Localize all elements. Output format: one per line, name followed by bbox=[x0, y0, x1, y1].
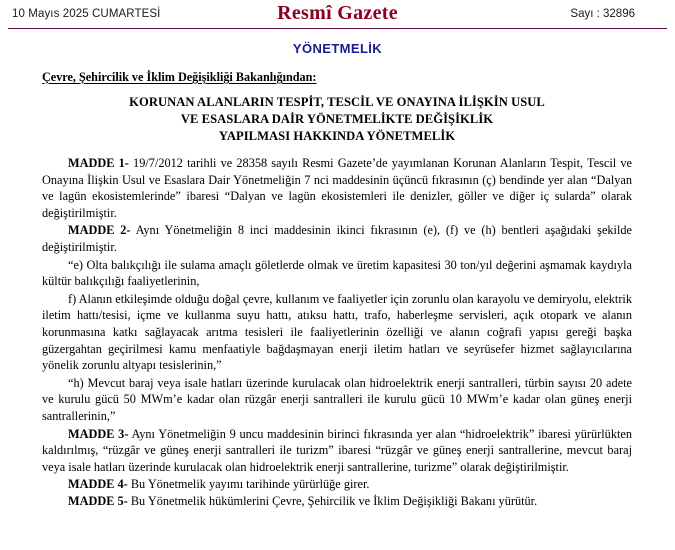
article-label: MADDE 2- bbox=[68, 223, 131, 238]
masthead-divider bbox=[8, 28, 667, 29]
article-label: MADDE 1- bbox=[68, 156, 129, 170]
publication-date: 10 Mayıs 2025 CUMARTESİ bbox=[12, 8, 161, 20]
article-text: Bu Yönetmelik hükümlerini Çevre, Şehircilik ve İklim Değişikliği Bakanı yürütür. bbox=[127, 493, 538, 508]
gazette-title: Resmî Gazete bbox=[277, 2, 398, 24]
article-madde-5 bbox=[42, 493, 632, 510]
regulation-title-line-2: VE ESASLARA DAİR YÖNETMELİKTE DEĞİŞİKLİK bbox=[180, 112, 494, 126]
article-text: Aynı Yönetmeliğin 9 uncu maddesinin birinci fıkrasında yer alan “hidroelektrik” ibaresi yürürlükten kaldırılmış, “rüzgâr ve güneş enerji santralleri ile turizm” ibaresi “rüzgâr ve güneş enerji santrallerine, mevcut baraj veya isale hatları üzerinde kurulacak olan hidroelektrik enerji santrallerine, turizme” olarak değiştirilmiştir. bbox=[42, 426, 632, 474]
regulation-title-line-1: KORUNAN ALANLARIN TESPİT, TESCİL VE ONAYINA İLİŞKİN USUL bbox=[129, 95, 545, 109]
article-label: MADDE 5- bbox=[68, 493, 128, 508]
issuing-authority: Çevre, Şehircilik ve İklim Değişikliği Bakanlığından: bbox=[42, 70, 317, 84]
clause-h: “h) Mevcut baraj veya isale hatları üzerinde kurulacak olan hidroelektrik enerji santralleri, türbin sayısı 20 adete ve kurulu gücü 50 MWm’e kadar olan rüzgâr enerji santralleri ile kurulu gücü 10 MWm’e kadar olan güneş enerji santrallerinin,” bbox=[42, 375, 632, 423]
article-label: MADDE 4- bbox=[68, 477, 128, 492]
article-madde-2 bbox=[42, 222, 632, 255]
issue-number: Sayı : 32896 bbox=[570, 8, 635, 20]
article-label: MADDE 3- bbox=[68, 426, 129, 441]
article-madde-4 bbox=[42, 476, 632, 493]
article-text: Bu Yönetmelik yayımı tarihinde yürürlüğe girer. bbox=[127, 477, 370, 492]
article-text: Aynı Yönetmeliğin 8 inci maddesinin ikinci fıkrasının (e), (f) ve (h) bentleri aşağıdaki şekilde değiştirilmiştir. bbox=[42, 223, 632, 254]
clause-e: “e) Olta balıkçılığı ile sulama amaçlı göletlerde olmak ve üretim kapasitesi 30 ton/yıl değerini aşmamak kaydıyla kültür balıkçılığı faaliyetlerinin, bbox=[42, 257, 632, 289]
regulation-title-line-3: YAPILMASI HAKKINDA YÖNETMELİK bbox=[218, 129, 456, 143]
clause-f: f) Alanın etkileşimde olduğu doğal çevre, kullanım ve faaliyetler için zorunlu olan karayolu ve demiryolu, elektrik iletim hattı/tesisi, içme ve kullanma suyu hattı, atıksu hattı, trafo, haberleşme servisleri, açık otopark ve alanın korunmasına katkı sağlayacak arıtma tesisleri ile faaliyetlerinin özelliği ve alanın coğrafi yapısı gereği başka güzergahtan geçirilmesi kamu menfaatiyle bağdaşmayan enerji iletim hatları ve seyrüsefer hizmet sağlayıcılarına yönelik zorunlu altyapı tesislerinin,” bbox=[42, 291, 632, 373]
masthead bbox=[0, 0, 675, 28]
article-madde-3 bbox=[42, 426, 632, 476]
section-heading: YÖNETMELİK bbox=[292, 41, 383, 56]
regulation-title bbox=[42, 94, 632, 145]
article-text: 19/7/2012 tarihli ve 28358 sayılı Resmi Gazete’de yayımlanan Korunan Alanların Tespit, Tescil ve Onayına İlişkin Usul ve Esaslara Dair Yönetmeliğin 7 nci maddesinin üçüncü fıkrasının (ç) bendinde yer alan “Dalyan ve lagün ekosistemlerinde” ibaresi “Dalyan ve lagün ekosistemleri ile denizler, göller ve diğer iç sularda” olarak değiştirilmiştir. bbox=[42, 156, 632, 220]
article-madde-1 bbox=[42, 155, 632, 221]
document-body bbox=[0, 70, 675, 509]
